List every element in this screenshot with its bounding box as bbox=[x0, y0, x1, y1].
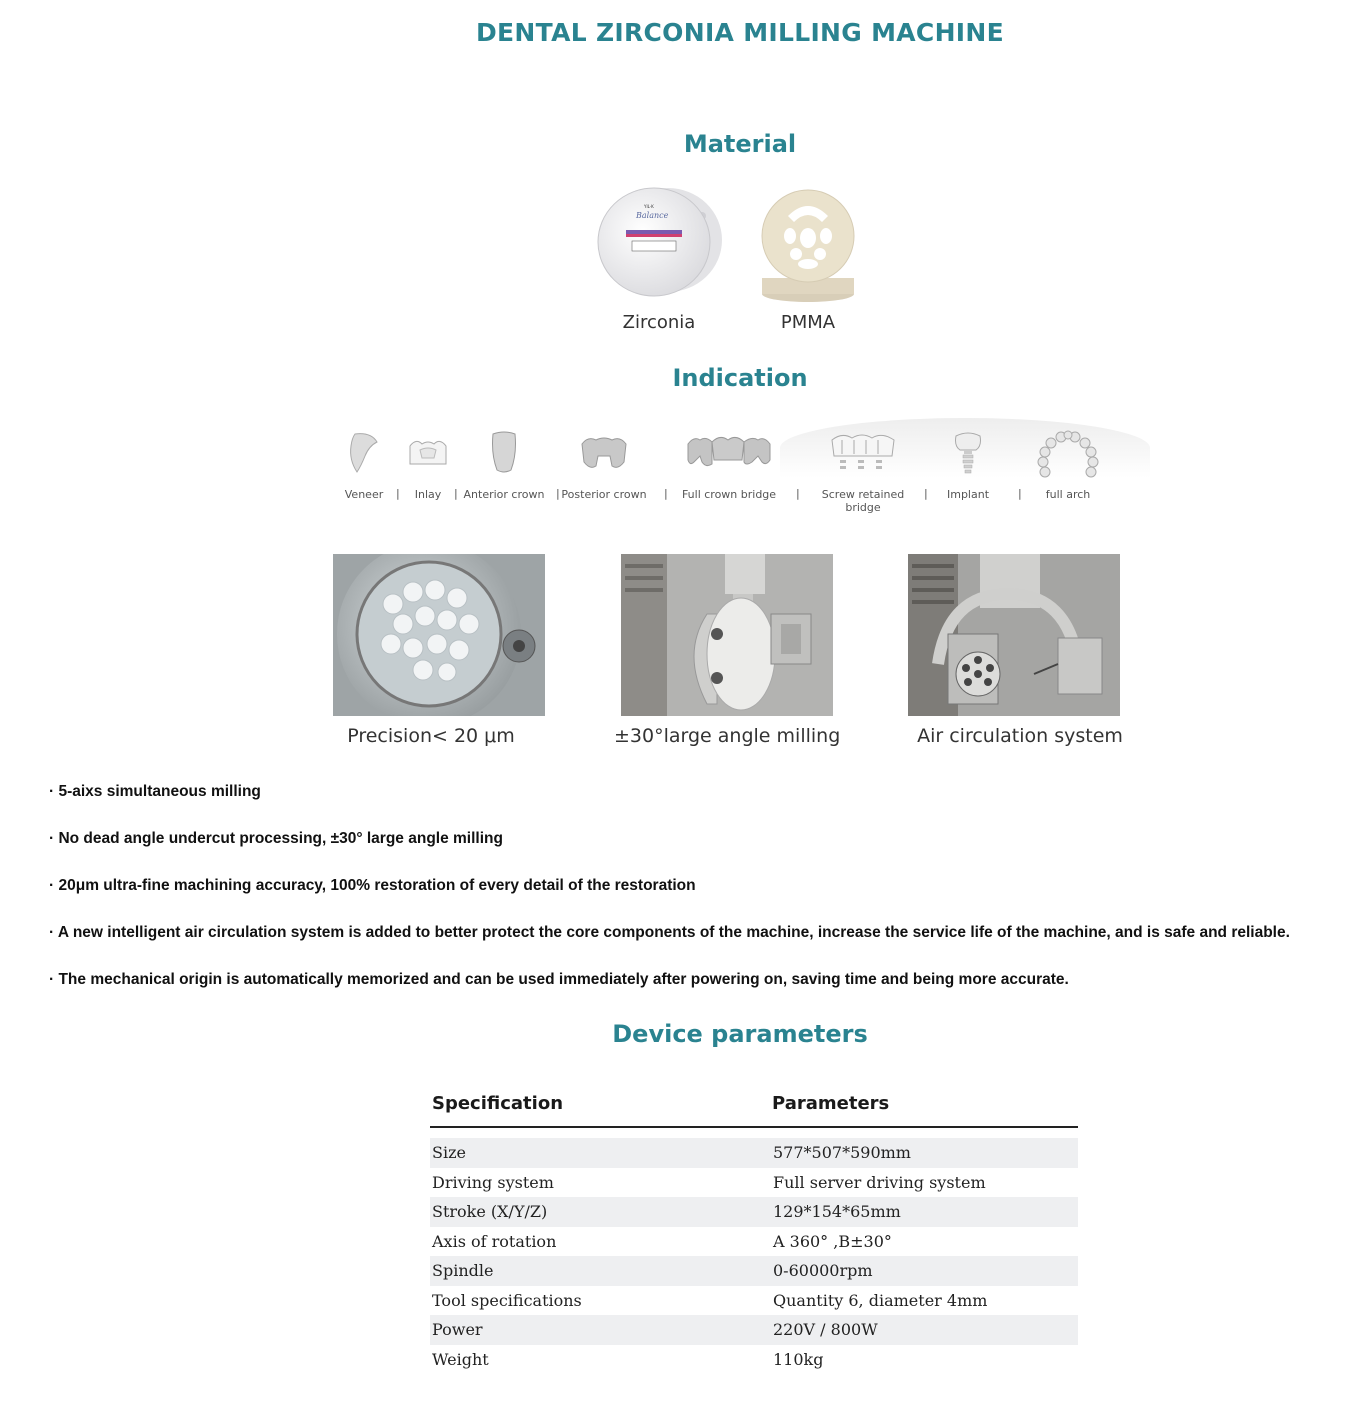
indication-posterior-crown-label: Posterior crown bbox=[561, 488, 647, 501]
table-row bbox=[430, 1227, 1078, 1257]
feature-item-4: · A new intelligent air circulation system is added to better protect the core components of the machine, increase the service life of the machine, and is safe and reliable. bbox=[49, 924, 1290, 941]
row-spec: Stroke (X/Y/Z) bbox=[432, 1202, 548, 1221]
row-spec: Driving system bbox=[432, 1172, 554, 1192]
air-circulation-photo-icon bbox=[908, 554, 1120, 716]
indication-separator: | bbox=[396, 487, 400, 500]
params-table bbox=[430, 1090, 1078, 1374]
indication-row bbox=[330, 430, 1130, 530]
inlay-icon bbox=[406, 430, 450, 474]
indication-separator: | bbox=[664, 487, 668, 500]
anterior-crown-icon bbox=[489, 430, 519, 474]
feature-item-2: · No dead angle undercut processing, ±30° large angle milling bbox=[49, 830, 503, 847]
material-heading: Material bbox=[683, 130, 797, 158]
indication-separator: | bbox=[924, 487, 928, 500]
table-row bbox=[430, 1345, 1078, 1375]
row-value: 129*154*65mm bbox=[773, 1202, 901, 1221]
material-zirconia-label: Zirconia bbox=[622, 312, 696, 333]
indication-separator: | bbox=[454, 487, 458, 500]
spindle-photo-icon bbox=[621, 554, 833, 716]
implant-icon bbox=[952, 430, 984, 476]
col-parameters: Parameters bbox=[772, 1093, 890, 1114]
indication-implant bbox=[946, 430, 990, 501]
indication-anterior-crown bbox=[463, 430, 545, 501]
photo-large-angle bbox=[621, 554, 833, 716]
row-value: 110kg bbox=[773, 1349, 824, 1369]
indication-implant-label: Implant bbox=[946, 488, 990, 501]
indication-posterior-crown bbox=[561, 430, 647, 501]
svg-text:YIL·K: YIL·K bbox=[644, 204, 654, 209]
pmma-disc-icon bbox=[760, 186, 856, 304]
indication-separator: | bbox=[796, 487, 800, 500]
photo-precision-caption: Precision< 20 μm bbox=[347, 725, 515, 747]
indication-full-arch bbox=[1032, 430, 1104, 501]
svg-text:Balance: Balance bbox=[636, 211, 669, 220]
row-spec: Size bbox=[432, 1143, 466, 1162]
table-row bbox=[430, 1168, 1078, 1198]
row-spec: Weight bbox=[432, 1349, 489, 1369]
row-value: 0-60000rpm bbox=[773, 1261, 873, 1280]
row-spec: Axis of rotation bbox=[432, 1231, 557, 1251]
feature-item-1: · 5-aixs simultaneous milling bbox=[49, 783, 261, 800]
material-pmma-label: PMMA bbox=[780, 312, 836, 333]
photo-air-circulation bbox=[908, 554, 1120, 716]
indication-full-crown-bridge bbox=[681, 430, 777, 501]
table-row bbox=[430, 1197, 1078, 1227]
col-specification: Specification bbox=[432, 1093, 564, 1114]
photo-precision bbox=[333, 554, 545, 716]
zirconia-disc-icon bbox=[596, 186, 722, 298]
feature-item-3: · 20μm ultra-fine machining accuracy, 100% restoration of every detail of the restoration bbox=[49, 877, 696, 894]
indication-full-crown-bridge-label: Full crown bridge bbox=[681, 488, 777, 501]
indication-anterior-crown-label: Anterior crown bbox=[463, 488, 545, 501]
indication-full-arch-label: full arch bbox=[1045, 488, 1091, 501]
row-value: A 360° ,B±30° bbox=[773, 1231, 892, 1251]
table-row bbox=[430, 1286, 1078, 1316]
indication-separator: | bbox=[556, 487, 560, 500]
indication-inlay-label: Inlay bbox=[414, 488, 442, 501]
table-row bbox=[430, 1138, 1078, 1168]
params-heading: Device parameters bbox=[612, 1020, 868, 1048]
page-title: DENTAL ZIRCONIA MILLING MACHINE bbox=[476, 18, 1004, 47]
screw-retained-bridge-icon bbox=[828, 430, 898, 474]
row-spec: Spindle bbox=[432, 1261, 494, 1280]
indication-heading: Indication bbox=[672, 364, 808, 392]
indication-screw-retained-bridge bbox=[821, 430, 905, 514]
photo-air-circulation-caption: Air circulation system bbox=[917, 725, 1123, 747]
indication-screw-retained-bridge-label bbox=[822, 488, 904, 514]
params-table-header bbox=[430, 1090, 1078, 1128]
screw-retained-bridge-line2: bridge bbox=[845, 501, 881, 514]
indication-veneer-label: Veneer bbox=[344, 488, 384, 501]
row-value: Quantity 6, diameter 4mm bbox=[773, 1290, 988, 1310]
row-spec: Tool specifications bbox=[432, 1290, 582, 1310]
row-spec: Power bbox=[432, 1320, 483, 1339]
row-value: 220V / 800W bbox=[773, 1320, 878, 1339]
full-arch-icon bbox=[1035, 430, 1101, 478]
material-zirconia bbox=[596, 186, 722, 346]
row-value: Full server driving system bbox=[773, 1172, 986, 1192]
veneer-icon bbox=[347, 430, 381, 474]
material-pmma bbox=[760, 186, 856, 346]
photo-large-angle-caption: ±30°large angle milling bbox=[614, 725, 841, 747]
zirconia-disc-photo-icon bbox=[333, 554, 545, 716]
table-row bbox=[430, 1256, 1078, 1286]
row-value: 577*507*590mm bbox=[773, 1143, 911, 1162]
feature-item-5: · The mechanical origin is automatically memorized and can be used immediately after powering on, saving time and being more accurate. bbox=[49, 971, 1069, 988]
posterior-crown-icon bbox=[580, 430, 628, 474]
indication-inlay bbox=[406, 430, 450, 501]
full-crown-bridge-icon bbox=[686, 430, 772, 474]
table-row bbox=[430, 1315, 1078, 1345]
screw-retained-bridge-line1: Screw retained bbox=[821, 488, 905, 501]
indication-separator: | bbox=[1018, 487, 1022, 500]
indication-veneer bbox=[344, 430, 384, 501]
